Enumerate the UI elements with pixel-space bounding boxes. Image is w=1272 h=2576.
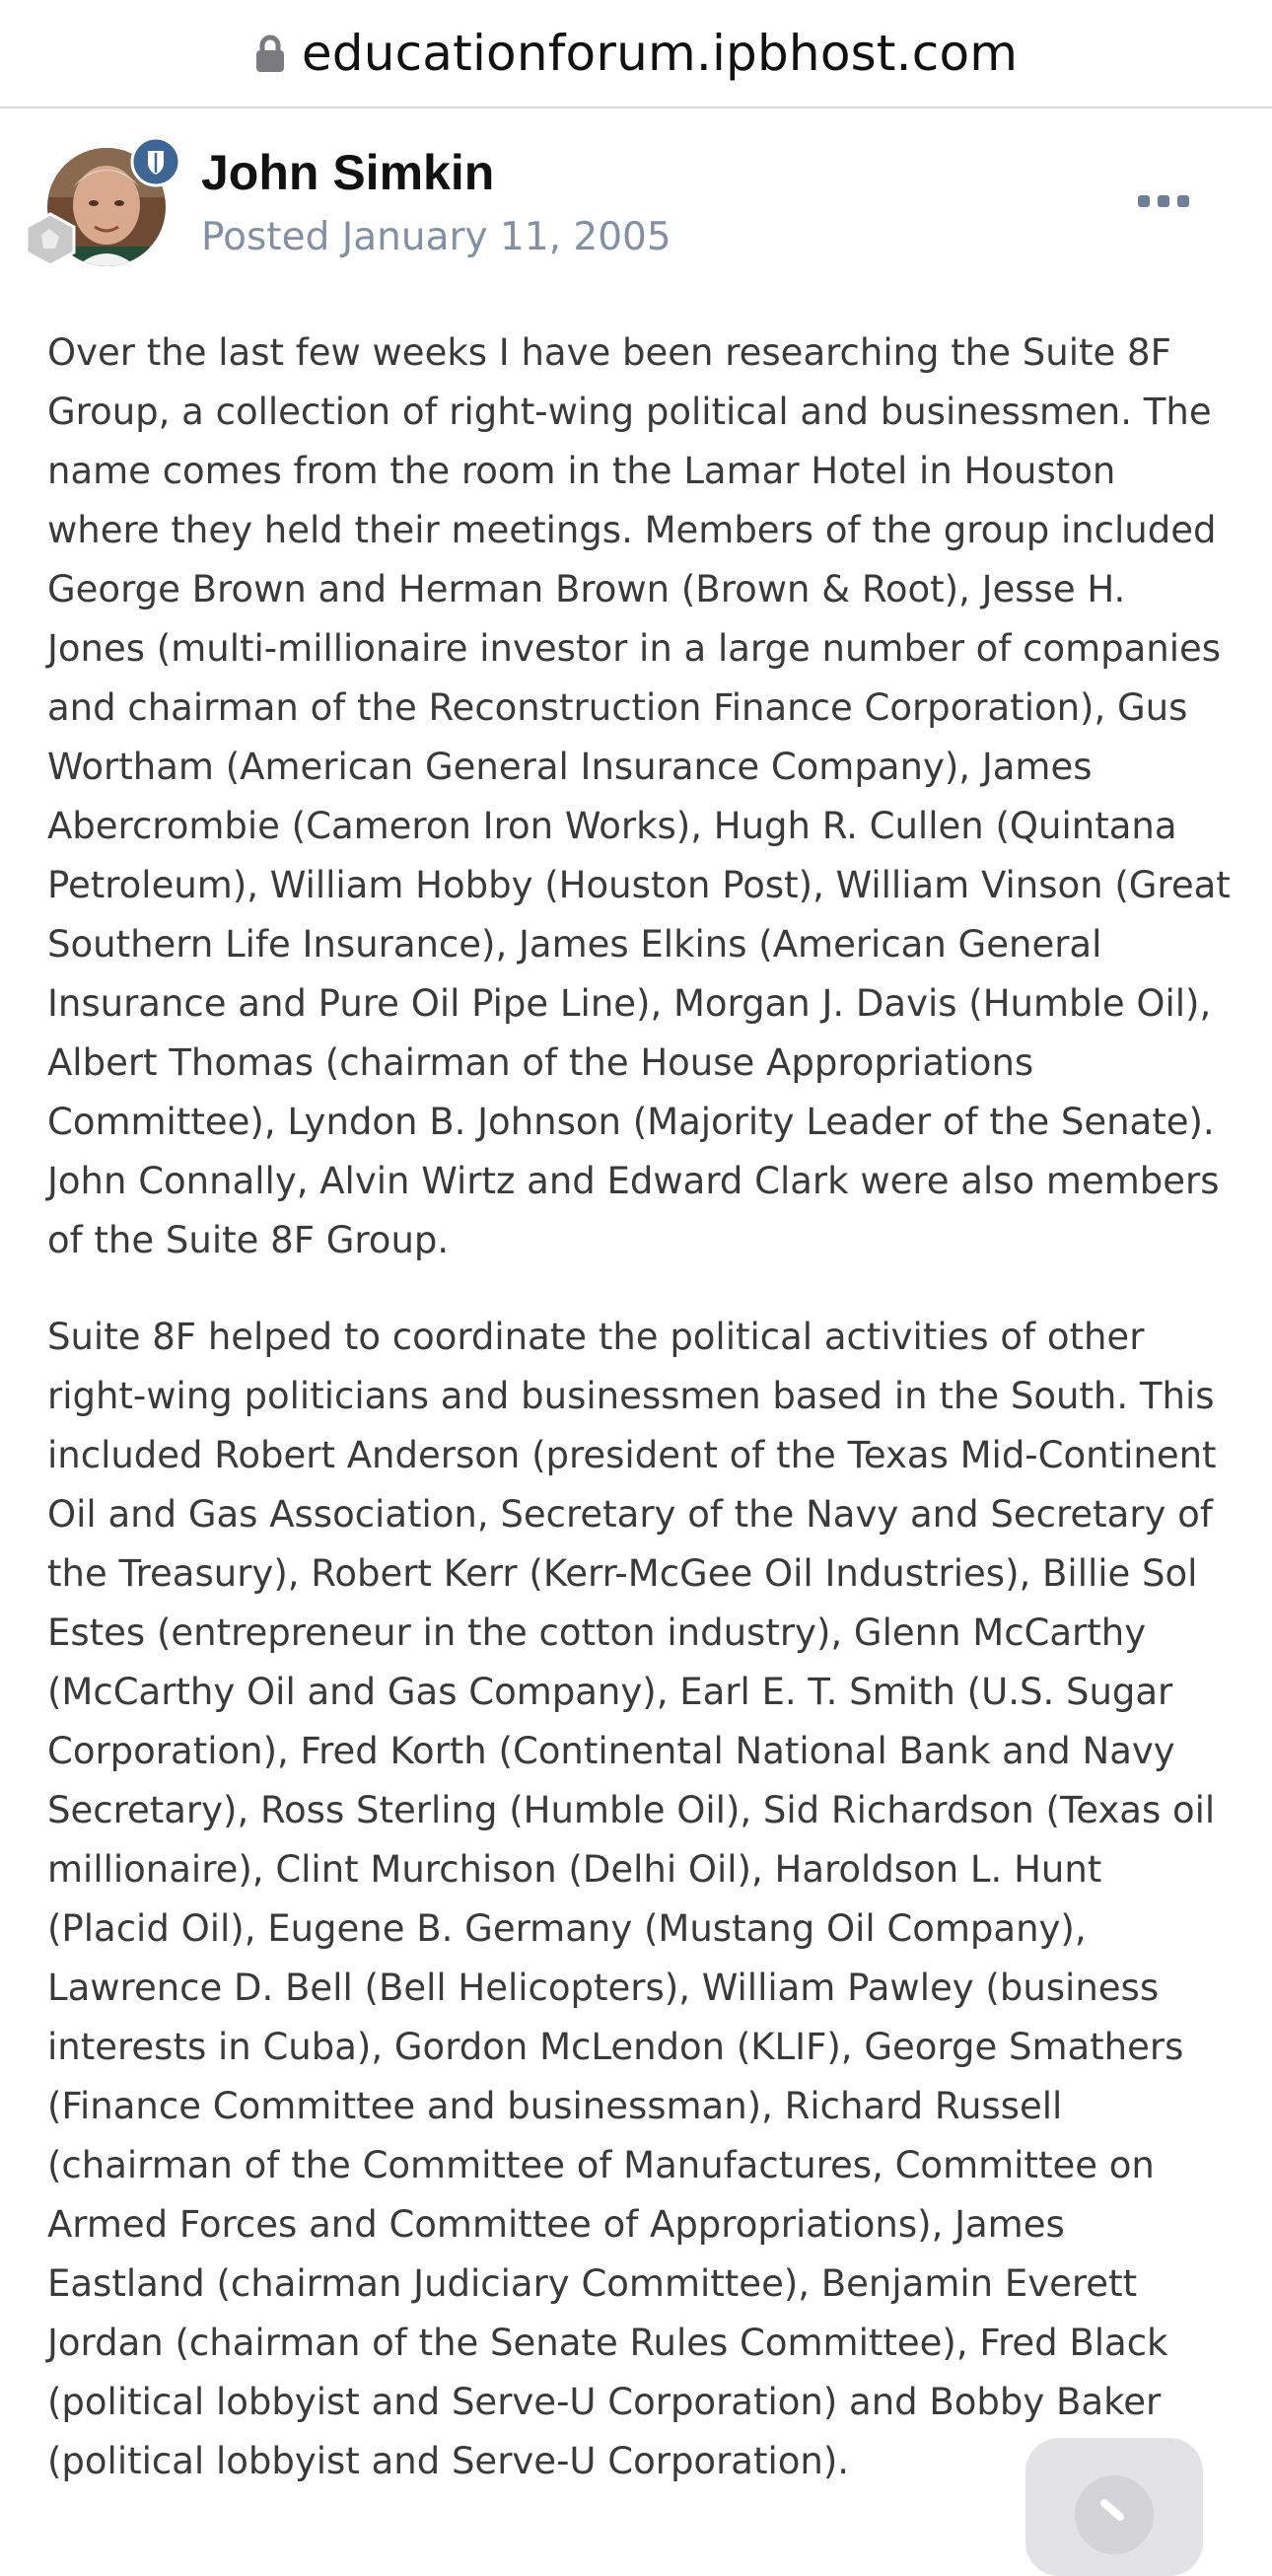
shield-icon xyxy=(130,136,181,187)
post-date[interactable]: Posted January 11, 2005 xyxy=(201,215,671,259)
rank-badge-icon xyxy=(22,211,79,268)
scroll-to-top-button[interactable] xyxy=(1025,2438,1203,2576)
post-header xyxy=(0,108,1272,306)
author-name[interactable]: John Simkin xyxy=(201,145,495,200)
post-paragraph: Suite 8F helped to coordinate the political activities of other right-wing politicians and businessmen based in the South. This included Robert Anderson (president of the Texas Mid-Continent Oil and Gas Association, Secretary of the Navy and Secretary of the Treasury), Robert Kerr (Kerr-McGee Oil Industries), Billie Sol Estes (entrepreneur in the cotton industry), Glenn McCarthy (McCarthy Oil and Gas Company), Earl E. T. Smith (U.S. Sugar Corporation), Fred Korth (Continental National Bank and Navy Secretary), Ross Sterling (Humble Oil), Sid Richardson (Texas oil millionaire), Clint Murchison (Delhi Oil), Haroldson L. Hunt (Placid Oil), Eugene B. Germany (Mustang Oil Company), Lawrence D. Bell (Bell Helicopters), William Pawley (business interests in Cuba), Gordon McLendon (KLIF), George Smathers (Finance Committee and businessman), Richard Russell (chairman of the Committee of Manufactures, Committee on Armed Forces and Committee of Appropriations), James Eastland (chairman Judiciary Committee), Benjamin Everett Jordan (chairman of the Senate Rules Committee), Fred Black (political lobbyist and Serve-U Corporation) and Bobby Baker (political lobbyist and Serve-U Corporation). xyxy=(47,1316,1217,2482)
post-paragraph: Over the last few weeks I have been researching the Suite 8F Group, a collection of right-wing political and businessmen. The name comes from the room in the Lamar Hotel in Houston where they held their meetings. Members of the group included George Brown and Herman Brown (Brown & Root), Jesse H. Jones (multi-millionaire investor in a large number of companies and chairman of the Reconstruction Finance Corporation), Gus Wortham (American General Insurance Company), James Abercrombie (Cameron Iron Works), Hugh R. Cullen (Quintana Petroleum), William Hobby (Houston Post), William Vinson (Great Southern Life Insurance), James Elkins (American General Insurance and Pure Oil Pipe Line), Morgan J. Davis (Humble Oil), Albert Thomas (chairman of the House Appropriations Committee), Lyndon B. Johnson (Majority Leader of the Senate). John Connally, Alvin Wirtz and Edward Clark were also members of the Suite 8F Group. xyxy=(47,331,1231,1261)
browser-url-bar[interactable] xyxy=(0,0,1272,108)
url-text: educationforum.ipbhost.com xyxy=(301,25,1019,82)
lock-icon xyxy=(254,34,286,77)
chevron-icon xyxy=(1025,2561,1203,2576)
post-content xyxy=(47,323,1231,2529)
ellipsis-icon[interactable] xyxy=(1136,189,1191,213)
